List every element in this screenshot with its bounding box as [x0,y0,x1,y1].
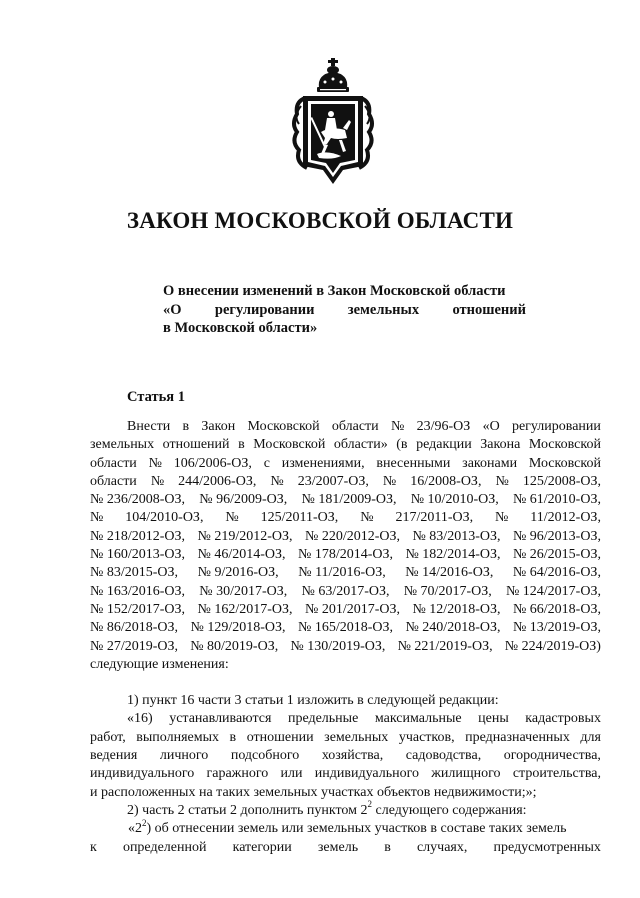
text-line [90,491,601,509]
word: Московской [247,419,320,434]
word: 23/96-ОЗ [416,419,471,434]
word: предельные [287,711,359,727]
word: № [360,510,374,526]
word: в [238,437,245,453]
word: области [90,473,137,489]
text-line [90,528,601,546]
word: № 70/2017-ОЗ, [403,583,492,599]
word: 23/2007-ОЗ, [297,473,369,489]
word: № [270,473,284,489]
word: № 178/2014-ОЗ, [297,547,394,563]
subject-word: отношений [452,301,526,318]
word: Московской [528,437,601,453]
word: регулировании [511,419,601,434]
word: в [182,419,190,434]
word: работ, [90,729,126,745]
item2-text: следующего содержания: [372,802,527,818]
quoted-text-2 [90,817,601,838]
text-line [90,638,601,656]
word: № 83/2013-ОЗ, [412,528,501,544]
text-line [90,710,601,728]
subject-word: земельных [347,301,420,318]
word: № 221/2019-ОЗ, [397,638,493,654]
word: «О [482,419,500,434]
word: устанавливаются [169,711,272,727]
word: с [263,455,270,471]
word: Внести [127,419,171,434]
word: 125/2011-ОЗ, [260,510,339,526]
word: изменениями, [281,455,365,471]
word: отношений [162,437,230,453]
word: в [229,729,237,745]
word: № [225,510,239,526]
word: Закон [201,419,236,434]
word: № 14/2016-ОЗ, [405,565,494,581]
word: предусмотренных [493,839,601,855]
word: Московской [528,455,601,471]
word: 244/2006-ОЗ, [178,473,257,489]
text-line [90,747,601,765]
word: индивидуального [314,766,419,782]
word: случаях, [416,839,468,855]
word: области [331,419,379,434]
word: в [384,839,391,855]
subject-line [163,301,526,320]
word: № 129/2018-ОЗ, [190,620,286,636]
word: кадастровых [525,711,601,727]
word: 106/2006-ОЗ, [173,455,252,471]
amendment-item-1: 1) пункт 16 части 3 статьи 1 изложить в следующей редакции: [127,693,499,709]
word: предназначенных [465,729,570,745]
word: к [90,839,97,855]
word: № 80/2019-ОЗ, [190,638,279,654]
word: № [90,510,104,526]
word: № 27/2019-ОЗ, [90,638,179,654]
law-subject [163,282,526,338]
word: № 124/2017-ОЗ, [505,583,601,599]
word: 125/2008-ОЗ, [522,473,601,489]
word: № [150,473,165,489]
word: № [390,419,405,434]
word: № 9/2016-ОЗ, [197,565,279,581]
word: выполняемых [136,729,219,745]
word: № 130/2019-ОЗ, [290,638,386,654]
text-line: следующие изменения: [90,656,229,672]
word: ведения [90,748,138,764]
word: № 61/2010-ОЗ, [512,492,601,508]
law-title: ЗАКОН МОСКОВСКОЙ ОБЛАСТИ [126,208,514,233]
word: индивидуального [90,766,195,782]
word: Закона [480,437,521,453]
word: садоводства, [405,748,482,764]
word: № 219/2012-ОЗ, [197,528,293,544]
word: Московской [253,437,326,453]
word: 11/2012-ОЗ, [530,510,601,526]
word: области» [333,437,388,453]
word: отношении [246,729,314,745]
word: земель [317,839,359,855]
text-line [90,546,601,564]
word: № 160/2013-ОЗ, [90,547,186,563]
word: № 64/2016-ОЗ, [512,565,601,581]
word: № 10/2010-ОЗ, [410,492,499,508]
word: № 66/2018-ОЗ, [512,601,601,617]
word: № 30/2017-ОЗ, [199,583,288,599]
superscript: 2 [142,817,147,828]
word: № 86/2018-ОЗ, [90,620,179,636]
paragraph-1 [90,418,601,656]
text-line [90,509,601,527]
text-line [90,839,601,857]
text-line [90,765,601,783]
text-line [90,455,601,473]
word: № 165/2018-ОЗ, [297,620,394,636]
word: 217/2011-ОЗ, [395,510,474,526]
superscript: 2 [367,799,373,810]
text-line [90,583,601,601]
word: № 83/2015-ОЗ, [90,565,179,581]
quoted-text-1 [90,710,601,783]
word: личного [159,748,209,764]
text-line [90,601,601,619]
word: подсобного [230,748,300,764]
subject-word: регулировании [214,301,315,318]
text-line [90,473,601,491]
item2-text: 2) часть 2 статьи 2 дополнить пунктом 2 [127,802,368,818]
article-title: Статья 1 [127,389,185,405]
word: внесенными [376,455,451,471]
amendment-item-2 [90,799,601,820]
moscow-oblast-coat-of-arms-icon [287,58,379,186]
word: гаражного [206,766,269,782]
word: цены [478,711,509,727]
word: № [382,473,397,489]
word: № 224/2019-ОЗ) [504,638,601,654]
word: (в [396,437,408,453]
word: № 236/2008-ОЗ, [90,492,186,508]
word: законами [462,455,518,471]
text-line [90,619,601,637]
word: максимальные [374,711,462,727]
word: № [495,510,509,526]
word: № 96/2009-ОЗ, [199,492,288,508]
word: № 220/2012-ОЗ, [304,528,401,544]
word: № 12/2018-ОЗ, [412,601,501,617]
text-line [90,564,601,582]
word: хозяйства, [321,748,384,764]
subject-word: «О [163,301,182,318]
word: № [148,455,162,471]
word: № 152/2017-ОЗ, [90,601,186,617]
word: № 63/2017-ОЗ, [301,583,390,599]
word: № 218/2012-ОЗ, [90,528,186,544]
word: 104/2010-ОЗ, [125,510,204,526]
word: № 11/2016-ОЗ, [298,565,386,581]
text-line [90,729,601,747]
quote2-text: ) об отнесении земель или земельных участков в составе таких земель [146,821,567,837]
word: жилищного [431,766,501,782]
text-line [90,418,601,436]
word: № 46/2014-ОЗ, [197,547,286,563]
article-body [90,418,601,857]
word: № 240/2018-ОЗ, [405,620,501,636]
word: № 96/2013-ОЗ, [512,528,601,544]
word: «16) [127,711,153,727]
word: категории [232,839,292,855]
word: № 26/2015-ОЗ, [512,547,601,563]
text-line: и расположенных на таких земельных участках объектов недвижимости;»; [90,784,537,800]
word: или [280,766,303,782]
word: огородничества, [503,748,601,764]
word: № 13/2019-ОЗ, [512,620,601,636]
quote2-open: «2 [128,821,142,837]
word: № [495,473,509,489]
word: 16/2008-ОЗ, [410,473,482,489]
text-line [90,436,601,454]
word: для [580,729,601,745]
word: № 201/2017-ОЗ, [304,601,401,617]
word: № 162/2017-ОЗ, [197,601,293,617]
word: редакции [416,437,472,453]
word: определенной [122,839,207,855]
subject-line: О внесении изменений в Закон Московской области [163,283,506,299]
word: участков, [398,729,455,745]
word: области [90,455,137,471]
word: земельных [90,437,155,453]
word: строительства, [512,766,601,782]
word: № 182/2014-ОЗ, [405,547,501,563]
word: № 181/2009-ОЗ, [301,492,397,508]
word: земельных [324,729,389,745]
subject-line: в Московской области» [163,320,318,336]
word: № 163/2016-ОЗ, [90,583,186,599]
